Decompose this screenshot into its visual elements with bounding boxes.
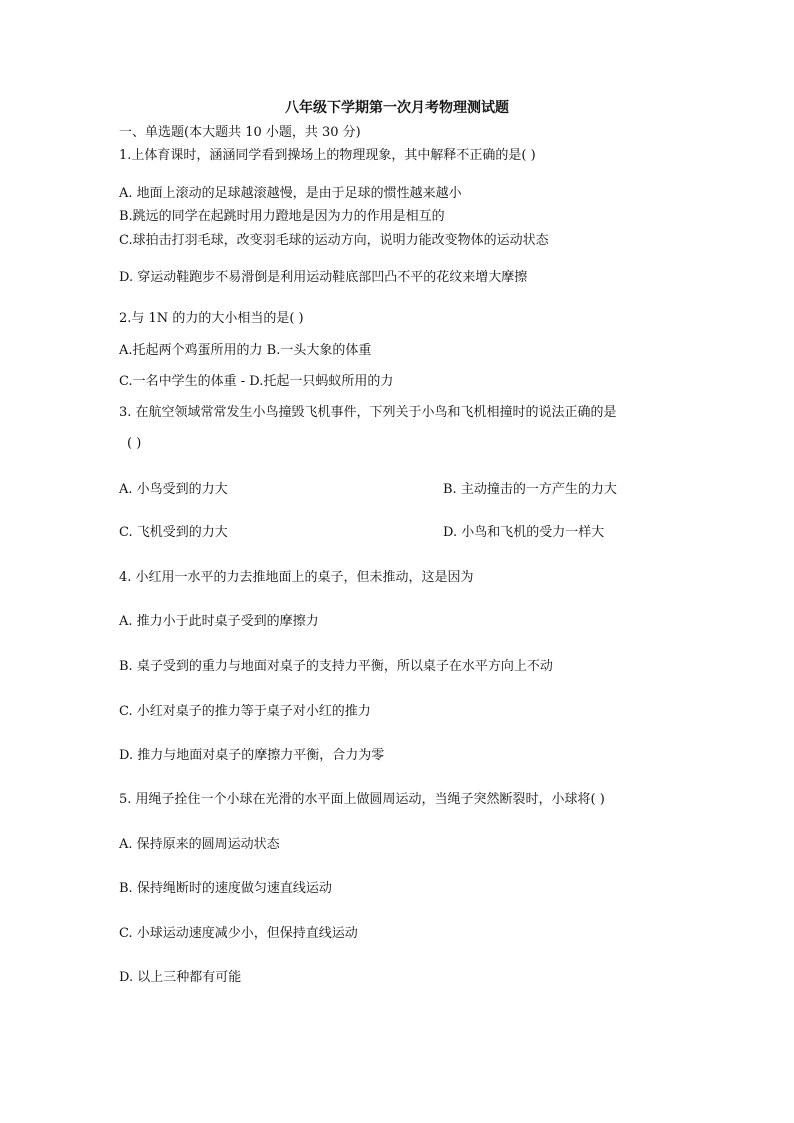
question-3-stem: 3. 在航空领域常常发生小鸟撞毁飞机事件，下列关于小鸟和飞机相撞时的说法正确的是 (119, 405, 617, 420)
question-4-option-a: A. 推力小于此时桌子受到的摩擦力 (119, 614, 319, 629)
question-2-stem: 2.与 1N 的力的大小相当的是( ) (119, 311, 304, 326)
question-4-option-d: D. 推力与地面对桌子的摩擦力平衡，合力为零 (119, 748, 385, 763)
question-5-stem: 5. 用绳子拴住一个小球在光滑的水平面上做圆周运动，当绳子突然断裂时，小球将( ) (119, 792, 605, 807)
section-heading: 一、单选题(本大题共 10 小题，共 30 分) (119, 125, 361, 140)
question-3-option-b: B. 主动撞击的一方产生的力大 (443, 482, 617, 497)
question-5-option-c: C. 小球运动速度减少小，但保持直线运动 (119, 926, 358, 941)
question-3-option-a: A. 小鸟受到的力大 (119, 482, 228, 497)
question-2-options-ab: A.托起两个鸡蛋所用的力 B.一头大象的体重 (119, 343, 372, 358)
question-3-option-c: C. 飞机受到的力大 (119, 525, 228, 540)
page-title: 八年级下学期第一次月考物理测试题 (285, 100, 509, 116)
question-4-option-b: B. 桌子受到的重力与地面对桌子的支持力平衡，所以桌子在水平方向上不动 (119, 659, 553, 674)
question-4-option-c: C. 小红对桌子的推力等于桌子对小红的推力 (119, 704, 371, 719)
question-1-stem: 1.上体育课时，涵涵同学看到操场上的物理现象，其中解释不正确的是( ) (119, 148, 536, 163)
question-1-option-b: B.跳远的同学在起跳时用力蹬地是因为力的作用是相互的 (119, 209, 445, 224)
question-5-option-a: A. 保持原来的圆周运动状态 (119, 837, 280, 852)
question-5-option-d: D. 以上三种都有可能 (119, 970, 242, 985)
question-1-option-c: C.球拍击打羽毛球，改变羽毛球的运动方向，说明力能改变物体的运动状态 (119, 233, 549, 248)
question-3-option-d: D. 小鸟和飞机的受力一样大 (443, 525, 605, 540)
question-1-option-d: D. 穿运动鞋跑步不易滑倒是利用运动鞋底部凹凸不平的花纹来增大摩擦 (119, 270, 528, 285)
question-2-options-cd: C.一名中学生的体重 - D.托起一只蚂蚁所用的力 (119, 374, 394, 389)
question-1-option-a: A. 地面上滚动的足球越滚越慢，是由于足球的惯性越来越小 (119, 186, 462, 201)
question-5-option-b: B. 保持绳断时的速度做匀速直线运动 (119, 881, 332, 896)
question-4-stem: 4. 小红用一水平的力去推地面上的桌子，但未推动，这是因为 (119, 570, 474, 585)
question-3-paren: ( ) (127, 436, 142, 451)
